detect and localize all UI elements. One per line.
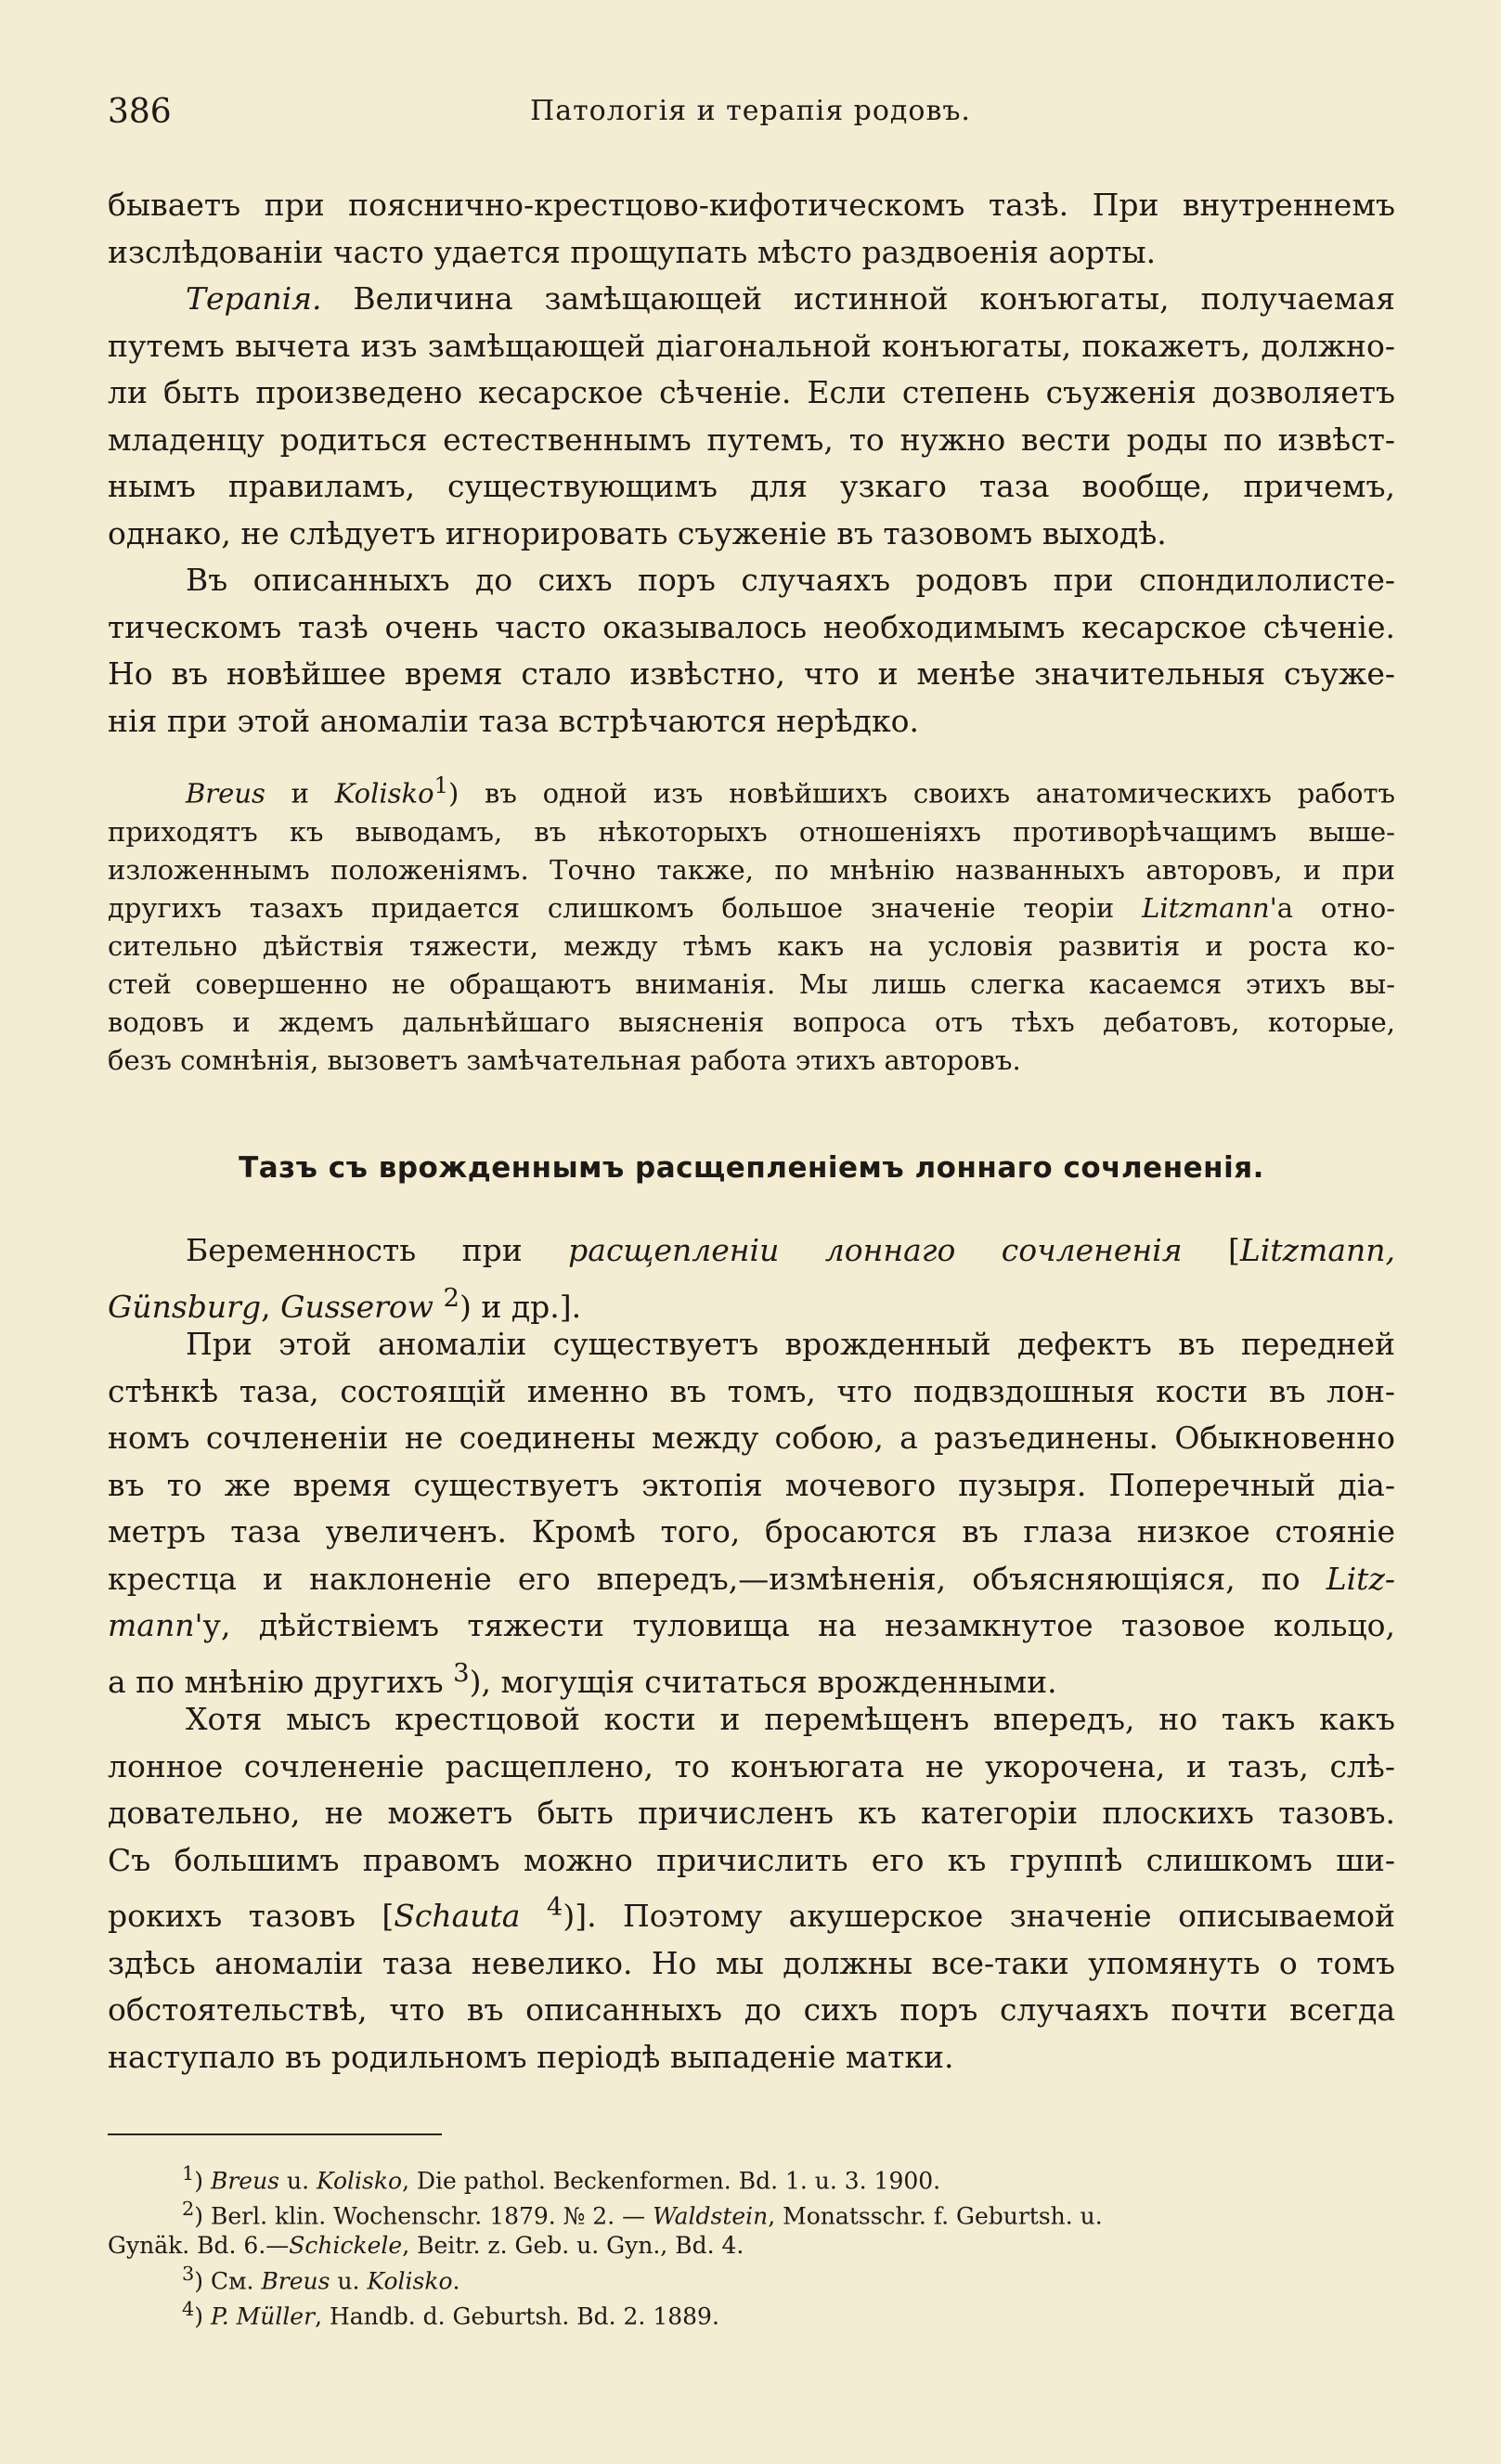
text-line: Breus и Kolisko$^1$) въ одной изъ новѣйшихъ своихъ анатомическихъ работъ (186, 772, 1395, 810)
text-line: лонное сочлененіе расщеплено, то конъюгата не укорочена, и тазъ, слѣ- (108, 1747, 1395, 1784)
footnote-ref[interactable]: 2 (443, 1282, 459, 1313)
text-line: изложеннымъ положеніямъ. Точно также, по мнѣнію названныхъ авторовъ, и при (108, 853, 1395, 886)
page-number: 386 (108, 93, 172, 131)
text-line: нымъ правиламъ, существующимъ для узкаго таза вообще, причемъ, (108, 468, 1395, 504)
text-line: обстоятельствѣ, что въ описанныхъ до сихъ поръ случаяхъ почти всегда (108, 1991, 1395, 2028)
text-line: Въ описанныхъ до сихъ поръ случаяхъ родовъ при спондилолисте- (186, 562, 1395, 598)
running-title: Патологія и терапія родовъ. (530, 95, 971, 127)
text-line: безъ сомнѣнія, вызоветъ замѣчательная работа этихъ авторовъ. (108, 1044, 1021, 1076)
text-line: довательно, не можетъ быть причисленъ къ категоріи плоскихъ тазовъ. (108, 1795, 1395, 1831)
text-line: Но въ новѣйшее время стало извѣстно, что и менѣе значительныя съуже- (108, 655, 1395, 692)
paragraph-pregnancy (108, 1227, 1395, 1330)
footnote-2-continued: Gynäk. Bd. 6.—Schickele, Beitr. z. Geb. u. Gyn., Bd. 4. (108, 2231, 744, 2259)
text-line: метръ таза увеличенъ. Кромѣ того, бросаются въ глаза низкое стояніе (108, 1513, 1395, 1550)
text-line: водовъ и ждемъ дальнѣйшаго выясненія вопроса отъ тѣхъ дебатовъ, которые, (108, 1005, 1395, 1038)
paragraph-anomaly (108, 1321, 1395, 1705)
text-line: другихъ тазахъ придается слишкомъ большое значеніе теоріи Litzmann'а отно- (108, 891, 1395, 924)
text-line: стей совершенно не обращаютъ вниманія. Мы лишь слегка касаемся этихъ вы- (108, 967, 1395, 1000)
footnote-divider (108, 2133, 442, 2135)
footnotes (108, 2159, 1395, 2330)
text-line: приходятъ къ выводамъ, въ нѣкоторыхъ отношеніяхъ противорѣчащимъ выше- (108, 815, 1395, 848)
text-line: Беременность при расщепленіи лоннаго сочлененія [Litzmann, (186, 1232, 1395, 1268)
text-line: тическомъ тазѣ очень часто оказывалось необходимымъ кесарское сѣченіе. (108, 608, 1395, 645)
text-line: стѣнкѣ таза, состоящій именно въ томъ, что подвздошныя кости въ лон- (108, 1372, 1395, 1409)
footnote-4: $^4$) P. Müller, Handb. d. Geburtsh. Bd. 2. 1889. (182, 2297, 719, 2330)
footnote-ref[interactable]: 1 (433, 772, 448, 798)
text-line: здѣсь аномаліи таза невелико. Но мы должны все-таки упомянуть о томъ (108, 1944, 1395, 1981)
text-line: Günsburg, Gusserow $^2$) и др.]. (108, 1282, 582, 1325)
text-line: сительно дѣйствія тяжести, между тѣмъ какъ на условія развитія и роста ко- (108, 929, 1395, 962)
text-line: бываетъ при пояснично-крестцово-кифотическомъ тазѣ. При внутреннемъ (108, 187, 1395, 223)
footnote-ref[interactable]: 3 (453, 1657, 470, 1688)
small-print-paragraph (108, 767, 1395, 1080)
paragraph-therapy (108, 276, 1395, 557)
section-heading: Тазъ съ врожденнымъ расщепленіемъ лоннаго сочлененія. (239, 1151, 1264, 1185)
text-line: рокихъ тазовъ [Schauta $^4$)]. Поэтому акушерское значеніе описываемой (108, 1892, 1395, 1934)
text-line: mann'у, дѣйствіемъ тяжести туловища на незамкнутое тазовое кольцо, (108, 1607, 1395, 1643)
text-line: изслѣдованіи часто удается прощупать мѣсто раздвоенія аорты. (108, 233, 1157, 270)
therapy-lead: Терапія. (186, 280, 322, 317)
text-line: въ то же время существуетъ эктопія мочевого пузыря. Поперечный діа- (108, 1466, 1395, 1503)
text-line: однако, не слѣдуетъ игнорировать съуженіе въ тазовомъ выходѣ. (108, 514, 1167, 551)
text-line: Терапія. Величина замѣщающей истинной конъюгаты, получаемая (186, 280, 1395, 317)
text-line: ли быть произведено кесарское сѣченіе. Если степень съуженія дозволяетъ (108, 374, 1395, 410)
text-line: Съ большимъ правомъ можно причислить его къ группѣ слишкомъ ши- (108, 1841, 1395, 1878)
footnote-3: $^3$) См. Breus u. Kolisko. (182, 2262, 460, 2294)
text-line: а по мнѣнію другихъ $^3$), могущія считаться врожденными. (108, 1657, 1057, 1700)
text-line: нія при этой аномаліи таза встрѣчаются нерѣдко. (108, 702, 919, 739)
footnote-ref[interactable]: 4 (546, 1892, 563, 1922)
text-line: младенцу родиться естественнымъ путемъ, то нужно вести роды по извѣст- (108, 421, 1395, 458)
text-line: наступало въ родильномъ періодѣ выпаденіе матки. (108, 2038, 954, 2075)
footnote-2: $^2$) Berl. klin. Wochenschr. 1879. № 2. — Waldstein, Monatsschr. f. Geburtsh. u. (182, 2198, 1103, 2230)
text-line: номъ сочлененіи не соединены между собою, а разъединены. Обыкновенно (108, 1420, 1395, 1456)
text-line: путемъ вычета изъ замѣщающей діагональной конъюгаты, покажетъ, должно- (108, 327, 1395, 364)
footnote-1: $^1$) Breus u. Kolisko, Die pathol. Beckenformen. Bd. 1. u. 3. 1900. (182, 2162, 941, 2195)
page-header (108, 93, 1393, 139)
paragraph-aorta (108, 182, 1395, 276)
text-line: крестца и наклоненіе его впередъ,—измѣненія, объясняющіяся, по Litz- (108, 1560, 1395, 1597)
paragraph-spondylolisthesis (108, 557, 1395, 745)
text-line: Хотя мысъ крестцовой кости и перемѣщенъ впередъ, но такъ какъ (186, 1701, 1395, 1737)
text-line: При этой аномаліи существуетъ врожденный дефектъ въ передней (186, 1326, 1395, 1362)
paragraph-prolapse (108, 1696, 1395, 2081)
